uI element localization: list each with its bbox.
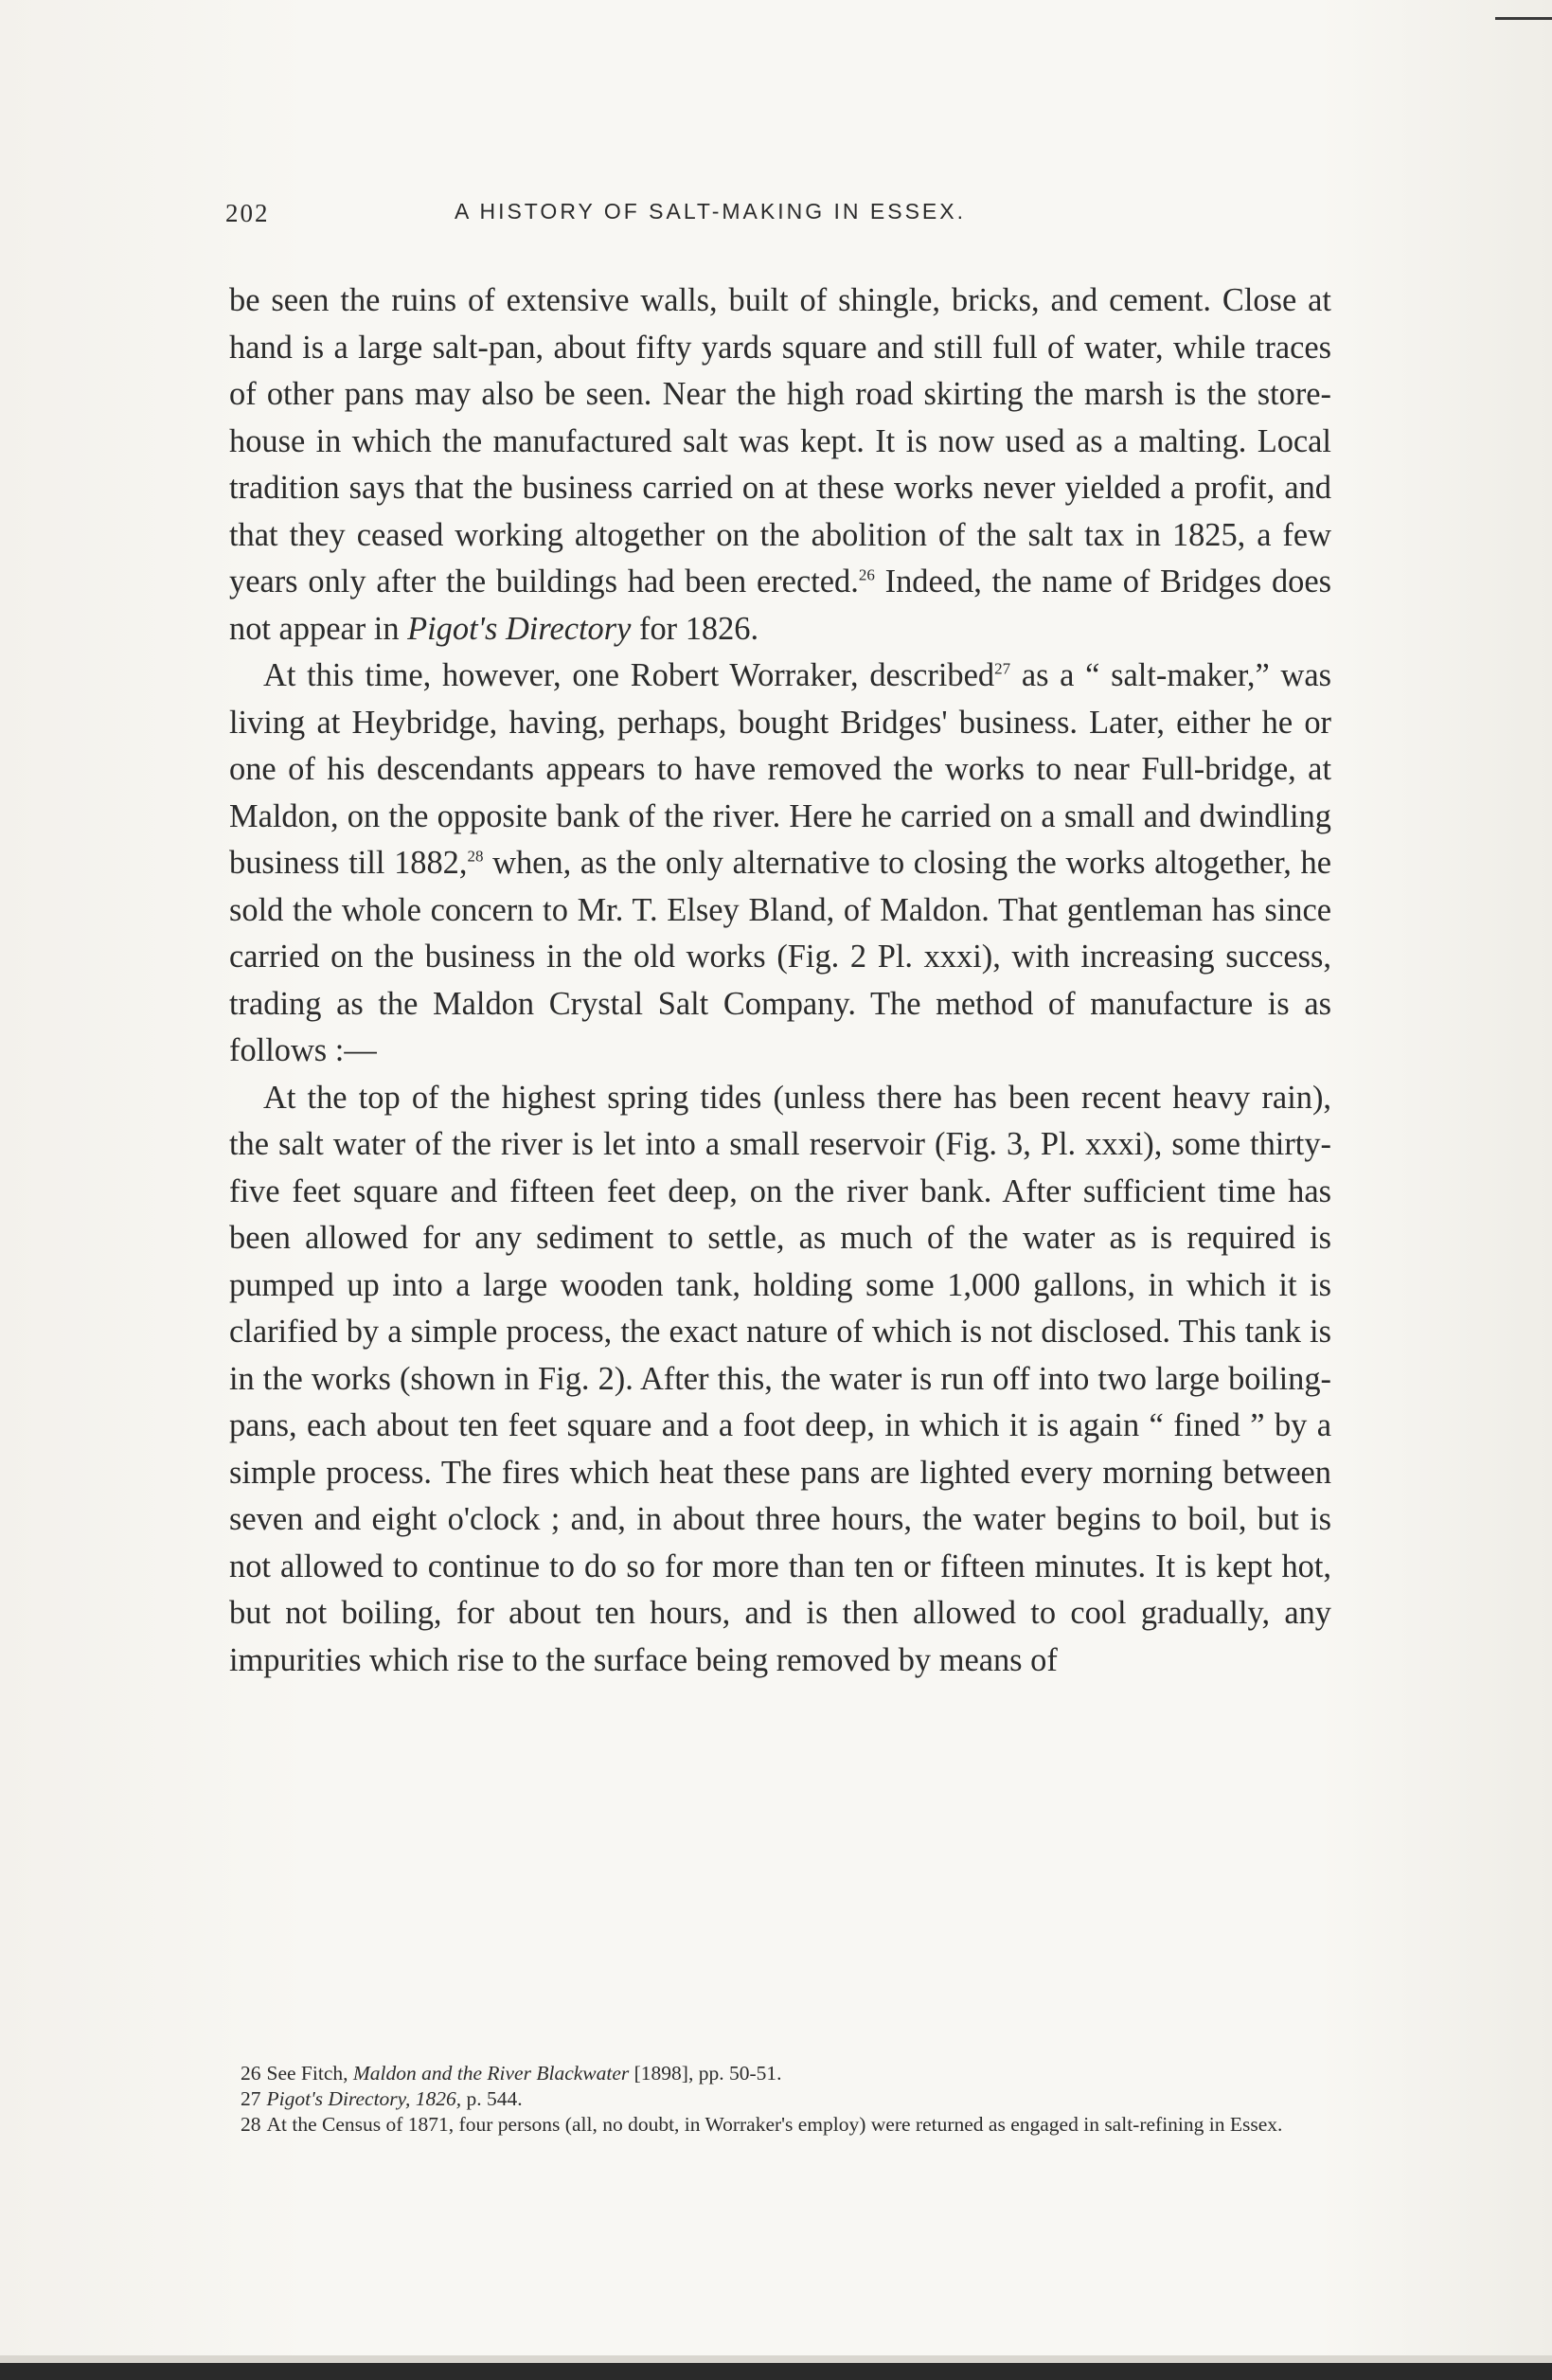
page-header <box>225 199 1333 237</box>
footnote-28 <box>229 2112 1331 2138</box>
paragraph-2-text-c: when, as the only alternative to closing the works altogether, he sold the whole concern to Mr. T. Elsey Bland, of Maldon. That gentleman has since carried on the business in the old works (Fig. 2 Pl. xxxi), with increasing success, trading as the Maldon Crystal Salt Company. The method of manufacture is as follows :— <box>229 845 1331 1068</box>
scan-edge-dark <box>0 2363 1552 2380</box>
footnotes <box>229 2061 1331 2138</box>
footnote-26 <box>229 2061 1331 2086</box>
paragraph-1 <box>229 277 1331 653</box>
paragraph-1-text-a: be seen the ruins of extensive walls, built of shingle, bricks, and cement. Close at hand is a large salt-pan, about fifty yards square and still full of water, while traces of other pans may also be seen. Near the high road skirting the marsh is the store-house in which the manufactured salt was kept. It is now used as a malting. Local tradition says that the business carried on at these works never yielded a profit, and that they ceased working altogether on the abolition of the salt tax in 1825, a few years only after the buildings had been erected. <box>229 282 1331 599</box>
top-edge-rule <box>1495 17 1552 20</box>
footnote-ref-27: 27 <box>994 659 1011 678</box>
footnote-27 <box>229 2086 1331 2112</box>
footnote-26-text-a: See Fitch, <box>266 2062 353 2085</box>
body-text <box>229 277 1331 1684</box>
page-number: 202 <box>225 199 270 227</box>
footnote-ref-26: 26 <box>858 565 875 584</box>
footnote-28-number: 28 <box>241 2113 261 2136</box>
paragraph-2-text-a: At this time, however, one Robert Worraker, described <box>263 657 995 693</box>
paragraph-3: At the top of the highest spring tides (unless there has been recent heavy rain), the salt water of the river is let into a small reservoir (Fig. 3, Pl. xxxi), some thirty-five feet square and fifteen feet deep, on the river bank. After sufficient time has been allowed for any sediment to settle, as much of the water as is required is pumped up into a large wooden tank, holding some 1,000 gallons, in which it is clarified by a simple process, the exact nature of which is not disclosed. This tank is in the works (shown in Fig. 2). After this, the water is run off into two large boiling-pans, each about ten feet square and a foot deep, in which it is again “ fined ” by a simple process. The fires which heat these pans are lighted every morning between seven and eight o'clock ; and, in about three hours, the water begins to boil, but is not allowed to continue to do so for more than ten or fifteen minutes. It is kept hot, but not boiling, for about ten hours, and is then allowed to cool gradually, any impurities which rise to the surface being removed by means of <box>229 1079 1331 1678</box>
paragraph-2 <box>229 653 1331 1075</box>
footnote-26-text-b: [1898], pp. 50-51. <box>629 2062 782 2085</box>
paragraph-1-text-b: Indeed, the name of Bridges does not appear in <box>229 564 1331 647</box>
footnote-27-number: 27 <box>241 2087 261 2110</box>
footnote-27-text-b: p. 544. <box>461 2087 523 2110</box>
paragraph-1-text-c: for 1826. <box>631 610 759 647</box>
footnote-27-italic: Pigot's Directory, 1826, <box>266 2087 462 2110</box>
footnote-26-italic: Maldon and the River Blackwater <box>352 2062 630 2085</box>
paragraph-2-text-b: as a “ salt-maker,” was living at Heybridge, having, perhaps, bought Bridges' business. Later, either he or one of his descendants appears to have removed the works to near Full-bridge, at Maldon, on the opposite bank of the river. Here he carried on a small and dwindling business till 1882, <box>229 657 1331 881</box>
running-title: A HISTORY OF SALT-MAKING IN ESSEX. <box>455 199 966 224</box>
paragraph-1-italic-title: Pigot's Directory <box>407 610 632 647</box>
footnote-ref-28: 28 <box>467 847 484 866</box>
footnote-28-text: At the Census of 1871, four persons (all, no doubt, in Worraker's employ) were returned as engaged in salt-refining in Essex. <box>266 2113 1283 2136</box>
footnote-26-number: 26 <box>241 2062 261 2085</box>
scan-edge-light <box>0 2355 1552 2363</box>
